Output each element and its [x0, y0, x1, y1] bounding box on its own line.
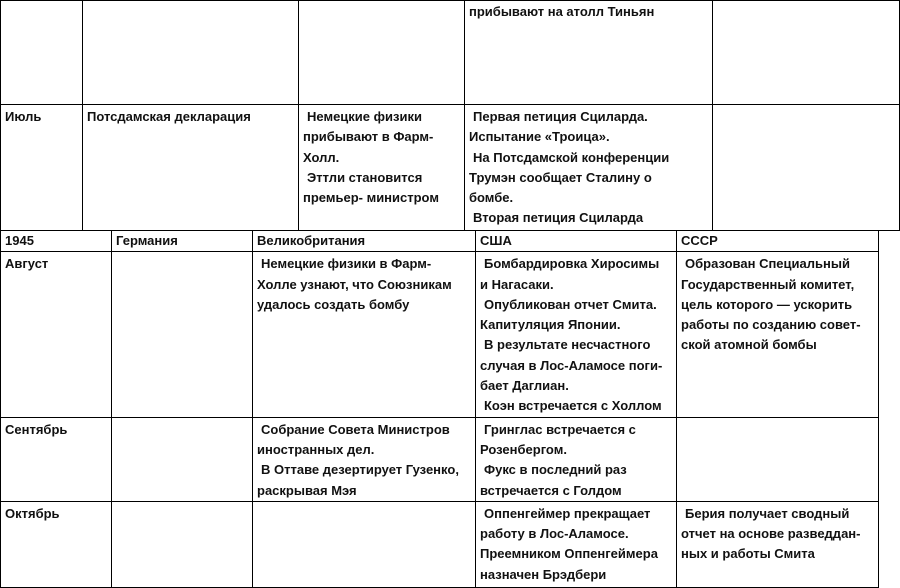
header-germany: Германия — [112, 231, 253, 252]
britain-line: Немецкие физики в Фарм- — [261, 256, 432, 272]
britain-line: премьер- министром — [303, 190, 439, 206]
usa-line: Опубликован отчет Смита. — [484, 296, 657, 312]
timeline-table-main — [0, 230, 879, 588]
britain-line: Собрание Совета Министров — [261, 421, 450, 437]
header-britain: Великобритания — [253, 231, 476, 252]
month-cell — [1, 252, 112, 417]
usa-line: Розенбергом. — [480, 441, 567, 457]
table-row — [1, 1, 900, 105]
usa-cell — [476, 501, 677, 587]
britain-line: Немецкие физики — [307, 109, 422, 124]
britain-cell — [253, 417, 476, 501]
germany-cell — [112, 501, 253, 587]
usa-line: Испытание «Троица». — [469, 129, 610, 145]
month-label: Сентябрь — [5, 421, 68, 437]
germany-cell — [83, 105, 299, 231]
table-row — [1, 501, 879, 587]
usa-line: Преемником Оппенгеймера — [480, 546, 658, 562]
britain-line: удалось создать бомбу — [257, 296, 410, 312]
ussr-cell — [677, 252, 879, 417]
month-cell — [1, 417, 112, 501]
germany-line: Потсдамская декларация — [87, 109, 251, 124]
ussr-cell — [677, 501, 879, 587]
usa-line: В результате несчастного — [484, 337, 651, 353]
month-label: Июль — [5, 109, 42, 124]
usa-line: случая в Лос-Аламосе поги- — [480, 357, 663, 373]
ussr-line: Берия получает сводный — [685, 505, 850, 521]
timeline-table-top — [0, 0, 900, 231]
ussr-line: работы по созданию совет- — [681, 317, 861, 333]
usa-cell — [476, 252, 677, 417]
britain-line: раскрывая Мэя — [257, 482, 357, 498]
britain-line: иностранных дел. — [257, 441, 375, 457]
ussr-line: ных и работы Смита — [681, 546, 815, 562]
usa-line: работу в Лос-Аламосе. — [480, 526, 629, 542]
month-cell — [1, 105, 83, 231]
usa-cell — [465, 1, 713, 105]
header-row — [1, 231, 879, 252]
britain-line: Холл. — [303, 149, 340, 165]
usa-line: Бомбардировка Хиросимы — [484, 256, 660, 272]
usa-line: Первая петиция Сциларда. — [473, 109, 648, 124]
ussr-cell — [713, 1, 900, 105]
ussr-line: цель которого — ускорить — [681, 296, 853, 312]
usa-line: Трумэн сообщает Сталину о — [469, 169, 652, 185]
britain-cell — [299, 1, 465, 105]
usa-line: Гринглас встречается с — [484, 421, 636, 437]
usa-line: встречается с Голдом — [480, 482, 622, 498]
ussr-line: отчет на основе разведдан- — [681, 526, 861, 542]
month-label: Октябрь — [5, 505, 60, 521]
britain-line: Холле узнают, что Союзникам — [257, 276, 452, 292]
ussr-line: ской атомной бомбы — [681, 337, 817, 353]
header-year: 1945 — [1, 231, 112, 252]
germany-cell — [112, 252, 253, 417]
usa-line: Коэн встречается с Холлом — [484, 398, 662, 414]
britain-cell — [253, 501, 476, 587]
table-row — [1, 105, 900, 231]
table-row — [1, 252, 879, 417]
usa-line: На Потсдамской конференции — [473, 149, 670, 165]
ussr-cell — [677, 417, 879, 501]
month-cell — [1, 1, 83, 105]
usa-line: Вторая петиция Сциларда — [473, 210, 644, 226]
header-usa: США — [476, 231, 677, 252]
usa-line: бает Даглиан. — [480, 378, 569, 394]
usa-cell — [476, 417, 677, 501]
britain-cell — [299, 105, 465, 231]
usa-line: Капитуляция Японии. — [480, 317, 621, 333]
usa-line: назначен Брэдбери — [480, 566, 607, 582]
header-ussr: СССР — [677, 231, 879, 252]
usa-cell — [465, 105, 713, 231]
britain-line: В Оттаве дезертирует Гузенко, — [261, 462, 459, 478]
ussr-line: Государственный комитет, — [681, 276, 855, 292]
month-cell — [1, 501, 112, 587]
usa-line: и Нагасаки. — [480, 276, 554, 292]
britain-line: прибывают в Фарм- — [303, 129, 434, 145]
britain-line: Эттли становится — [307, 169, 423, 185]
britain-cell — [253, 252, 476, 417]
ussr-line: Образован Специальный — [685, 256, 850, 272]
usa-line: Оппенгеймер прекращает — [484, 505, 651, 521]
germany-cell — [83, 1, 299, 105]
usa-line: бомбе. — [469, 190, 514, 206]
table-row — [1, 417, 879, 501]
usa-line: Фукс в последний раз — [484, 462, 627, 478]
ussr-cell — [713, 105, 900, 231]
month-label: Август — [5, 256, 49, 272]
germany-cell — [112, 417, 253, 501]
usa-line: прибывают на атолл Тиньян — [469, 4, 655, 19]
